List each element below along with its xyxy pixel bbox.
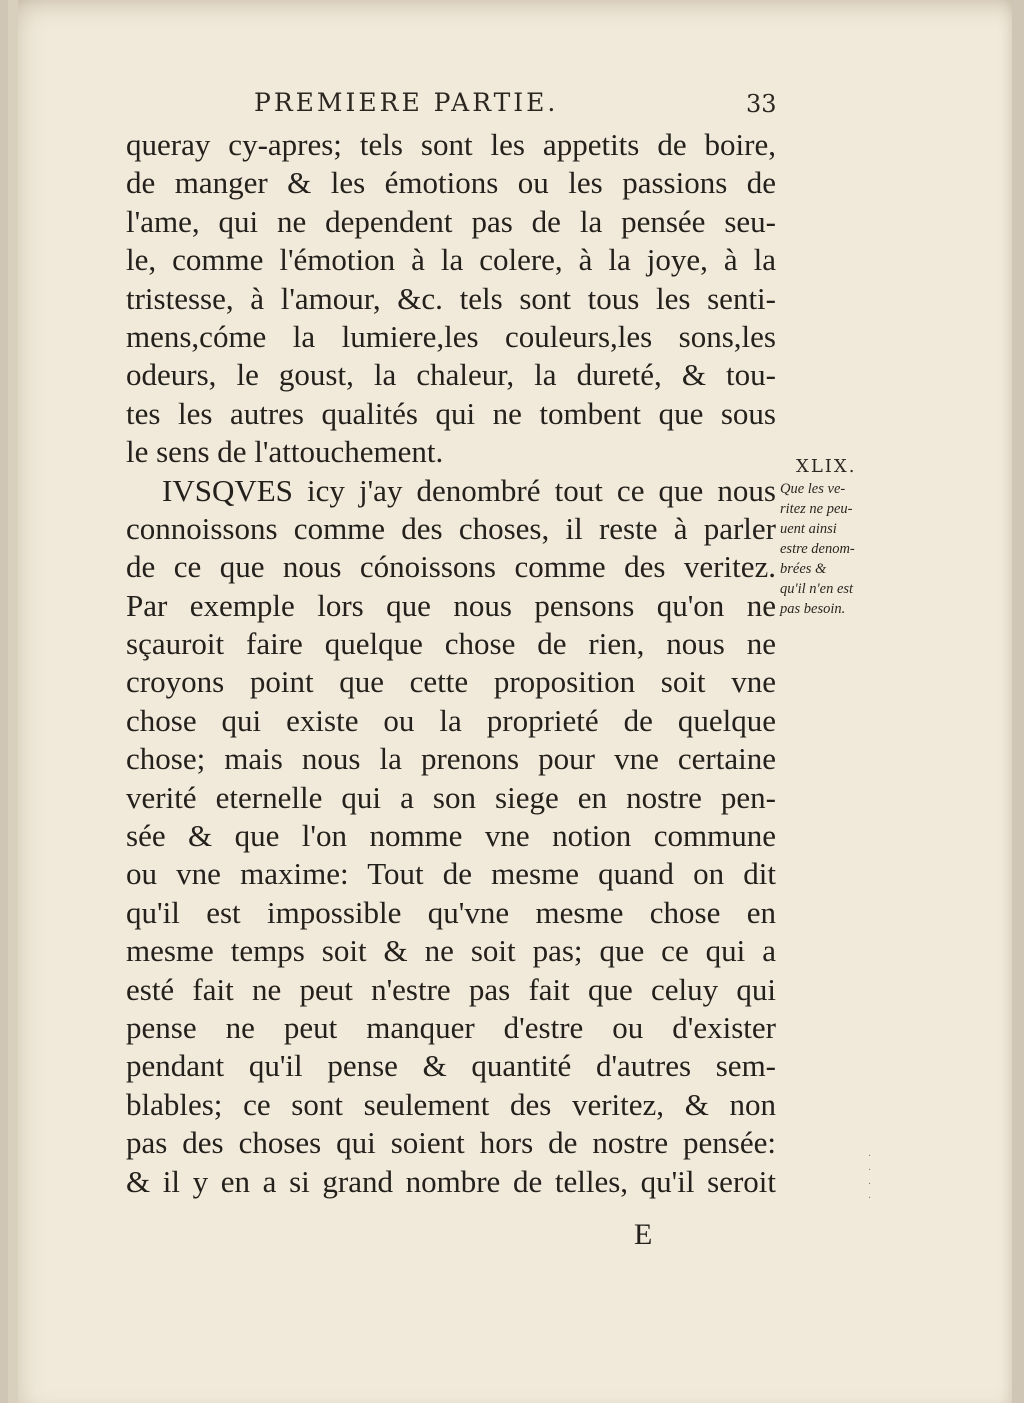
text-line: tristesse, à l'amour, &c. tels sont tous les senti- xyxy=(126,280,776,316)
margin-note-line: brées & xyxy=(780,561,827,577)
text-line: odeurs, le goust, la chaleur, la dureté, & tou- xyxy=(126,357,776,393)
text-line: Par exemple lors que nous pensons qu'on ne xyxy=(126,587,776,623)
text-line: verité eternelle qui a son siege en nostre pen- xyxy=(126,779,776,815)
text-line: ou vne maxime: Tout de mesme quand on dit xyxy=(126,856,776,892)
body-text xyxy=(126,126,776,1201)
margin-note-line: pas besoin. xyxy=(780,601,846,617)
text-line: le sens de l'attouchement. xyxy=(126,434,444,470)
text-line: chose; mais nous la prenons pour vne certaine xyxy=(126,741,776,777)
text-line: & il y en a si grand nombre de telles, qu'il seroit xyxy=(126,1163,776,1199)
book-page xyxy=(8,0,1012,1403)
text-line: de manger & les émotions ou les passions de xyxy=(126,165,776,201)
text-line: de ce que nous cónoissons comme des veritez. xyxy=(126,549,776,585)
signature-mark: E xyxy=(634,1218,653,1251)
text-line: croyons point que cette proposition soit vne xyxy=(126,664,776,700)
text-line: pendant qu'il pense & quantité d'autres sem- xyxy=(126,1048,776,1084)
text-line: qu'il est impossible qu'vne mesme chose en xyxy=(126,894,776,930)
text-line: le, comme l'émotion à la colere, à la joye, à la xyxy=(126,242,776,278)
text-line: mesme temps soit & ne soit pas; que ce qui a xyxy=(126,933,776,969)
ink-specks-decoration: · · · · xyxy=(868,1151,872,1204)
margin-note-line: Que les ve- xyxy=(780,481,846,497)
margin-note-line: ritez ne peu- xyxy=(780,501,853,517)
margin-note-line: qu'il n'en est xyxy=(780,581,854,597)
margin-note xyxy=(780,456,890,619)
paragraph-first-line: IVSQVES icy j'ay denombré tout ce que nous xyxy=(162,472,776,508)
text-line: blables; ce sont seulement des veritez, & non xyxy=(126,1086,776,1122)
margin-note-line: uent ainsi xyxy=(780,521,837,537)
running-head: PREMIERE PARTIE. xyxy=(254,88,559,117)
text-line: pas des choses qui soient hors de nostre pensée: xyxy=(126,1125,776,1161)
margin-note-line: estre denom- xyxy=(780,541,855,557)
text-line: queray cy-apres; tels sont les appetits de boire, xyxy=(126,127,776,162)
text-line: mens,cóme la lumiere,les couleurs,les sons,les xyxy=(126,318,776,354)
text-line: pense ne peut manquer d'estre ou d'exister xyxy=(126,1009,776,1045)
page-binding-edge xyxy=(8,0,18,1403)
text-line: l'ame, qui ne dependent pas de la pensée seu- xyxy=(126,203,776,239)
text-line: sée & que l'on nomme vne notion commune xyxy=(126,818,776,854)
text-line: connoissons comme des choses, il reste à parler xyxy=(126,510,776,546)
margin-note-heading: XLIX. xyxy=(796,456,857,477)
text-line: chose qui existe ou la proprieté de quelque xyxy=(126,702,776,738)
text-line: sçauroit faire quelque chose de rien, nous ne xyxy=(126,626,776,662)
page-number: 33 xyxy=(746,90,777,118)
text-line: esté fait ne peut n'estre pas fait que celuy qui xyxy=(126,971,776,1007)
text-line: tes les autres qualités qui ne tombent que sous xyxy=(126,395,776,431)
